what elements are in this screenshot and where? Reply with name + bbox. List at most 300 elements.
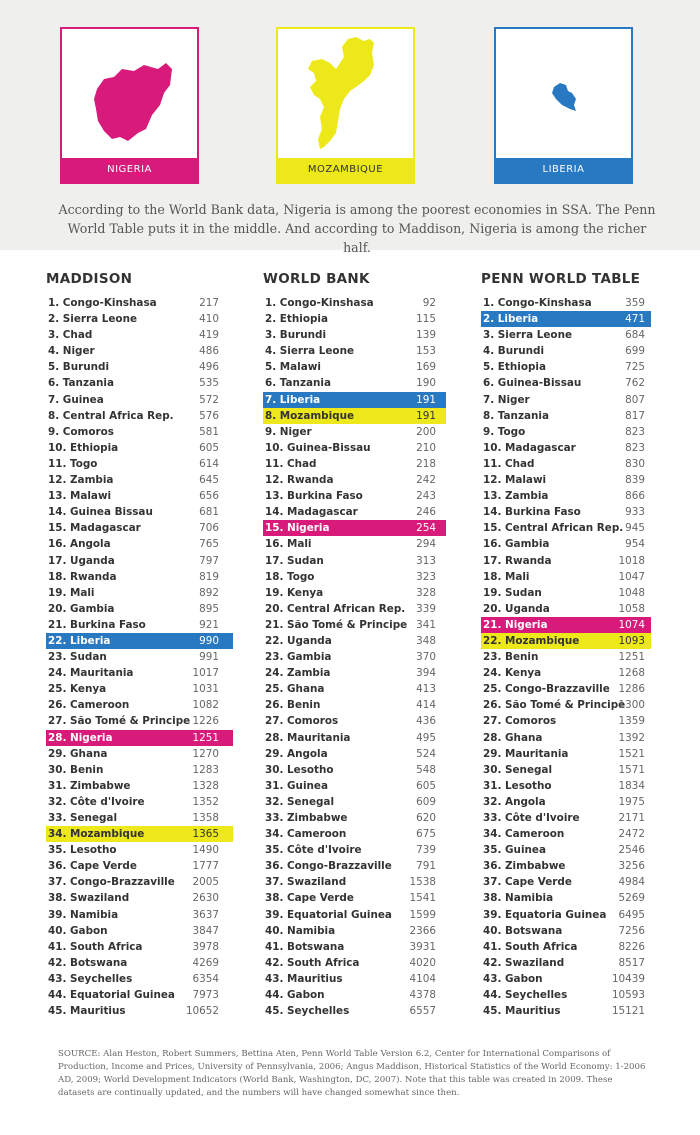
gdp-value: 1226	[192, 715, 219, 728]
list-item	[481, 488, 651, 504]
gdp-value: 4984	[618, 876, 645, 889]
list-item	[481, 987, 651, 1003]
gdp-value: 2630	[192, 892, 219, 905]
gdp-value: 5269	[618, 892, 645, 905]
list-item	[46, 633, 233, 649]
country-label: 5. Burundi	[48, 361, 110, 374]
gdp-value: 945	[625, 522, 645, 535]
list-item	[263, 955, 446, 971]
gdp-value: 791	[416, 860, 436, 873]
list-item	[263, 987, 446, 1003]
list-item	[481, 536, 651, 552]
mozambique-map-icon	[278, 29, 413, 162]
gdp-value: 684	[625, 329, 645, 342]
list-item	[263, 730, 446, 746]
list-item	[46, 585, 233, 601]
list-item	[481, 504, 651, 520]
gdp-value: 739	[416, 844, 436, 857]
country-label: 23. Benin	[483, 651, 539, 664]
gdp-value: 1251	[192, 731, 219, 744]
list-item	[263, 569, 446, 585]
country-label: 12. Malawi	[483, 474, 547, 487]
country-label: 10. Ethiopia	[48, 441, 119, 454]
gdp-value: 1571	[618, 763, 645, 776]
gdp-value: 414	[416, 699, 436, 712]
list-item	[263, 536, 446, 552]
list-item	[263, 375, 446, 391]
maddison-column	[46, 268, 233, 1019]
country-label: 28. Mauritania	[265, 731, 351, 744]
gdp-value: 190	[416, 377, 436, 390]
country-label: 34. Cameroon	[265, 828, 347, 841]
country-label: 25. Ghana	[265, 683, 325, 696]
country-label: 10. Madagascar	[483, 441, 576, 454]
list-item	[46, 424, 233, 440]
gdp-value: 92	[422, 297, 436, 309]
gdp-value: 6354	[192, 972, 219, 985]
list-item	[46, 553, 233, 569]
list-item	[263, 971, 446, 987]
country-label: 20. Gambia	[48, 602, 115, 615]
gdp-value: 548	[416, 763, 436, 776]
country-label: 4. Sierra Leone	[265, 345, 355, 358]
list-item	[46, 295, 233, 311]
list-item	[263, 633, 446, 649]
gdp-value: 1093	[618, 634, 645, 647]
country-label: 43. Gabon	[483, 972, 543, 985]
country-label: 35. Guinea	[483, 844, 546, 857]
list-item	[263, 359, 446, 375]
country-label: 29. Angola	[265, 747, 328, 760]
list-item	[46, 665, 233, 681]
gdp-value: 839	[625, 474, 645, 487]
list-item	[263, 810, 446, 826]
country-label: 16. Mali	[265, 538, 312, 551]
gdp-value: 4378	[409, 989, 436, 1002]
gdp-value: 762	[625, 377, 645, 390]
list-item	[481, 569, 651, 585]
country-label: 41. South Africa	[48, 940, 143, 953]
list-item	[481, 649, 651, 665]
country-label: 26. Benin	[265, 699, 321, 712]
world-bank-column	[263, 268, 446, 1019]
country-label: 13. Malawi	[48, 490, 112, 503]
country-label: 30. Senegal	[483, 763, 553, 776]
gdp-value: 1058	[618, 602, 645, 615]
list-item	[263, 295, 446, 311]
gdp-value: 2366	[409, 924, 436, 937]
gdp-value: 10652	[185, 1005, 219, 1018]
gdp-value: 6557	[409, 1005, 436, 1018]
list-item	[46, 842, 233, 858]
list-item	[46, 681, 233, 697]
country-label: 12. Zambia	[48, 474, 114, 487]
country-label: 8. Mozambique	[265, 409, 355, 422]
list-item	[263, 617, 446, 633]
list-item	[263, 424, 446, 440]
list-item	[46, 923, 233, 939]
list-item	[46, 327, 233, 343]
country-label: 11. Togo	[48, 457, 98, 470]
nigeria-card	[60, 27, 199, 184]
country-label: 4. Niger	[48, 345, 95, 358]
country-label: 33. Côte d'Ivoire	[483, 812, 580, 824]
gdp-value: 797	[199, 554, 219, 567]
country-label: 24. Mauritania	[48, 667, 134, 680]
country-label: 26. Cameroon	[48, 699, 130, 712]
gdp-value: 725	[625, 361, 645, 374]
gdp-value: 681	[199, 506, 219, 519]
gdp-value: 8226	[618, 940, 645, 953]
list-item	[481, 874, 651, 890]
country-label: 32. Senegal	[265, 795, 335, 808]
country-label: 20. Central African Rep.	[265, 602, 406, 615]
country-label: 9. Niger	[265, 425, 312, 438]
gdp-value: 866	[625, 490, 645, 503]
gdp-value: 370	[416, 651, 436, 664]
country-label: 31. Guinea	[265, 779, 328, 792]
country-label: 3. Burundi	[265, 329, 327, 342]
country-label: 19. Mali	[48, 586, 95, 599]
gdp-value: 605	[416, 779, 436, 792]
gdp-value: 413	[416, 683, 436, 696]
liberia-map-icon	[496, 29, 631, 162]
list-item	[46, 987, 233, 1003]
gdp-value: 830	[625, 457, 645, 470]
column-title: MADDISON	[46, 271, 133, 287]
list-item	[263, 842, 446, 858]
list-item	[481, 762, 651, 778]
gdp-value: 210	[416, 441, 436, 454]
country-label: 34. Mozambique	[48, 828, 145, 841]
gdp-value: 4104	[409, 972, 436, 985]
list-item	[481, 730, 651, 746]
country-label: 14. Guinea Bissau	[48, 506, 153, 519]
country-label: 7. Liberia	[265, 393, 321, 406]
country-label: 40. Gabon	[48, 924, 108, 937]
list-item	[481, 520, 651, 536]
gdp-value: 218	[416, 457, 436, 470]
gdp-value: 1352	[192, 795, 219, 808]
gdp-value: 191	[416, 409, 436, 422]
country-label: 6. Tanzania	[265, 377, 331, 390]
gdp-value: 1521	[618, 747, 645, 760]
list-item	[46, 536, 233, 552]
gdp-value: 819	[199, 570, 219, 583]
list-item	[46, 375, 233, 391]
list-item	[263, 553, 446, 569]
gdp-value: 3256	[618, 860, 645, 873]
gdp-value: 990	[199, 634, 219, 647]
list-item	[481, 408, 651, 424]
list-item	[46, 408, 233, 424]
list-item	[481, 826, 651, 842]
list-item	[481, 601, 651, 617]
country-label: 27. Comoros	[483, 715, 557, 728]
gdp-value: 1048	[618, 586, 645, 599]
gdp-value: 535	[199, 377, 219, 390]
country-label: 29. Ghana	[48, 747, 108, 760]
list-item	[46, 746, 233, 762]
list-item	[481, 810, 651, 826]
country-label: 22. Uganda	[265, 634, 332, 647]
list-item	[263, 472, 446, 488]
country-label: 16. Gambia	[483, 538, 550, 551]
list-item	[46, 810, 233, 826]
country-label: 21. São Tomé & Principe	[265, 618, 408, 631]
country-label: 16. Angola	[48, 538, 111, 551]
list-item	[46, 730, 233, 746]
list-item	[481, 746, 651, 762]
list-item	[263, 713, 446, 729]
intro-text: According to the World Bank data, Nigeria is among the poorest economies in SSA. The Penn World Table puts it in the middle. And according to Maddison, Nigeria is among the richer half.	[58, 202, 656, 255]
list-item	[481, 375, 651, 391]
country-label: 24. Kenya	[483, 667, 542, 680]
list-item	[263, 762, 446, 778]
gdp-value: 1365	[192, 828, 219, 841]
gdp-value: 341	[416, 618, 436, 631]
list-item	[46, 713, 233, 729]
list-item	[46, 890, 233, 906]
list-item	[263, 794, 446, 810]
list-item	[46, 762, 233, 778]
list-item	[263, 746, 446, 762]
country-label: 21. Burkina Faso	[48, 618, 146, 631]
gdp-value: 581	[199, 425, 219, 438]
gdp-value: 1834	[618, 779, 645, 792]
ranking-list	[481, 295, 651, 1019]
country-label: 43. Seychelles	[48, 972, 133, 985]
list-item	[481, 713, 651, 729]
list-item	[263, 504, 446, 520]
country-label: 32. Angola	[483, 795, 546, 808]
list-item	[481, 327, 651, 343]
gdp-value: 991	[199, 651, 219, 664]
list-item	[263, 697, 446, 713]
country-label: 41. South Africa	[483, 940, 578, 953]
list-item	[263, 923, 446, 939]
list-item	[263, 681, 446, 697]
list-item	[263, 665, 446, 681]
country-label: 9. Comoros	[48, 425, 114, 438]
country-label: 29. Mauritania	[483, 747, 569, 760]
gdp-value: 3637	[192, 908, 219, 921]
country-label: 13. Burkina Faso	[265, 490, 363, 503]
country-label: 2. Ethiopia	[265, 313, 328, 326]
gdp-value: 614	[199, 457, 219, 470]
list-item	[46, 456, 233, 472]
list-item	[46, 569, 233, 585]
list-item	[481, 585, 651, 601]
gdp-value: 410	[199, 313, 219, 326]
list-item	[263, 1003, 446, 1019]
gdp-value: 3847	[192, 924, 219, 937]
list-item	[263, 649, 446, 665]
list-item	[481, 424, 651, 440]
country-label: 31. Lesotho	[483, 779, 552, 792]
country-label: 34. Cameroon	[483, 828, 565, 841]
country-label: 7. Niger	[483, 393, 530, 406]
gdp-value: 1082	[192, 699, 219, 712]
gdp-value: 294	[416, 538, 436, 551]
country-label: 30. Lesotho	[265, 763, 334, 776]
list-item	[46, 955, 233, 971]
list-item	[263, 327, 446, 343]
list-item	[46, 907, 233, 923]
list-item	[263, 907, 446, 923]
list-item	[263, 890, 446, 906]
gdp-value: 169	[416, 361, 436, 374]
country-label: 12. Rwanda	[265, 474, 334, 487]
country-label: 40. Namibia	[265, 924, 336, 937]
gdp-value: 817	[625, 409, 645, 422]
country-label: 36. Zimbabwe	[483, 860, 566, 873]
country-label: 15. Madagascar	[48, 522, 141, 535]
country-label: 38. Cape Verde	[265, 892, 354, 905]
list-item	[46, 392, 233, 408]
gdp-value: 954	[625, 538, 645, 551]
gdp-value: 153	[416, 345, 436, 358]
list-item	[481, 890, 651, 906]
list-item	[46, 794, 233, 810]
list-item	[481, 971, 651, 987]
gdp-value: 254	[416, 522, 436, 535]
list-item	[481, 794, 651, 810]
gdp-value: 3978	[192, 940, 219, 953]
country-label: 2. Liberia	[483, 313, 539, 326]
list-item	[481, 440, 651, 456]
list-item	[263, 826, 446, 842]
country-label: 37. Congo-Brazzaville	[48, 876, 175, 889]
gdp-value: 7256	[618, 924, 645, 937]
list-item	[263, 488, 446, 504]
gdp-value: 620	[416, 812, 436, 824]
country-label: 33. Zimbabwe	[265, 812, 348, 824]
list-item	[481, 359, 651, 375]
country-label: 23. Gambia	[265, 651, 332, 664]
country-label: 15. Nigeria	[265, 522, 330, 535]
country-label: 33. Senegal	[48, 812, 118, 824]
country-label: 6. Guinea-Bissau	[483, 377, 582, 390]
gdp-value: 4269	[192, 956, 219, 969]
country-label: 39. Equatoria Guinea	[483, 908, 607, 921]
country-label: 3. Sierra Leone	[483, 329, 573, 342]
country-label: 37. Swaziland	[265, 876, 347, 889]
gdp-value: 1047	[618, 570, 645, 583]
country-label: 27. São Tomé & Principe	[48, 715, 191, 728]
header-panel	[0, 0, 700, 255]
gdp-value: 1777	[192, 860, 219, 873]
list-item	[46, 649, 233, 665]
country-label: 38. Namibia	[483, 892, 554, 905]
gdp-value: 8517	[618, 956, 645, 969]
gdp-value: 2546	[618, 844, 645, 857]
gdp-value: 675	[416, 828, 436, 841]
country-label: 11. Chad	[265, 457, 317, 470]
list-item	[46, 778, 233, 794]
country-label: 44. Seychelles	[483, 989, 568, 1002]
list-item	[481, 1003, 651, 1019]
list-item	[481, 858, 651, 874]
gdp-value: 394	[416, 667, 436, 680]
gdp-value: 7973	[192, 989, 219, 1002]
list-item	[481, 343, 651, 359]
country-label: 8. Tanzania	[483, 409, 549, 422]
list-item	[481, 553, 651, 569]
list-item	[46, 874, 233, 890]
country-label: 39. Equatorial Guinea	[265, 908, 392, 921]
list-item	[481, 939, 651, 955]
gdp-value: 339	[416, 602, 436, 615]
country-label: 14. Madagascar	[265, 506, 358, 519]
list-item	[46, 1003, 233, 1019]
gdp-value: 3931	[409, 940, 436, 953]
gdp-value: 328	[416, 586, 436, 599]
gdp-value: 706	[199, 522, 219, 535]
list-item	[46, 601, 233, 617]
country-label: 1. Congo-Kinshasa	[48, 297, 157, 309]
list-item	[263, 311, 446, 327]
country-label: 17. Sudan	[265, 554, 324, 567]
gdp-value: 323	[416, 570, 436, 583]
list-item	[263, 456, 446, 472]
gdp-value: 823	[625, 441, 645, 454]
gdp-value: 4020	[409, 956, 436, 969]
country-label: 5. Malawi	[265, 361, 321, 374]
gdp-value: 200	[416, 425, 436, 438]
country-label: 14. Burkina Faso	[483, 506, 581, 519]
country-label: 3. Chad	[48, 329, 93, 342]
country-label: 25. Congo-Brazzaville	[483, 683, 610, 696]
country-label: 40. Botswana	[483, 924, 563, 937]
liberia-card	[494, 27, 633, 184]
list-item	[46, 472, 233, 488]
list-item	[263, 939, 446, 955]
country-label: 22. Mozambique	[483, 634, 580, 647]
gdp-value: 486	[199, 345, 219, 358]
country-label: 18. Mali	[483, 570, 530, 583]
gdp-value: 15121	[611, 1005, 645, 1018]
country-label: 30. Benin	[48, 763, 104, 776]
source-note: SOURCE: Alan Heston, Robert Summers, Bettina Aten, Penn World Table Version 6.2, Center for International Comparisons of Production, Income and Prices, University of Pennsylvania, 2006; Angus Maddison, Historical Statistics of the World Economy: 1-2006 AD, 2009; World Development Indicators (World Bank, Washington, DC, 2007). Note that this table was created in 2009. These datasets are continually updated, and the numbers will have changed somewhat since then.	[58, 1049, 646, 1098]
list-item	[263, 585, 446, 601]
list-item	[263, 874, 446, 890]
gdp-value: 1286	[618, 683, 645, 696]
country-label: 7. Guinea	[48, 393, 104, 406]
list-item	[46, 488, 233, 504]
gdp-value: 1270	[192, 747, 219, 760]
gdp-value: 807	[625, 393, 645, 406]
ranking-list	[46, 295, 233, 1019]
gdp-value: 1975	[618, 795, 645, 808]
country-label: 44. Equatorial Guinea	[48, 989, 175, 1002]
country-label: 28. Ghana	[483, 731, 543, 744]
gdp-value: 1359	[618, 715, 645, 728]
list-item	[46, 359, 233, 375]
country-label: 38. Swaziland	[48, 892, 130, 905]
list-item	[263, 601, 446, 617]
mozambique-card	[276, 27, 415, 184]
list-item	[46, 971, 233, 987]
country-label: 37. Cape Verde	[483, 876, 572, 889]
gdp-value: 892	[199, 586, 219, 599]
gdp-value: 524	[416, 747, 436, 760]
card-label: NIGERIA	[62, 158, 197, 182]
country-label: 41. Botswana	[265, 940, 345, 953]
country-label: 13. Zambia	[483, 490, 549, 503]
country-label: 42. Botswana	[48, 956, 128, 969]
gdp-value: 115	[416, 313, 436, 326]
